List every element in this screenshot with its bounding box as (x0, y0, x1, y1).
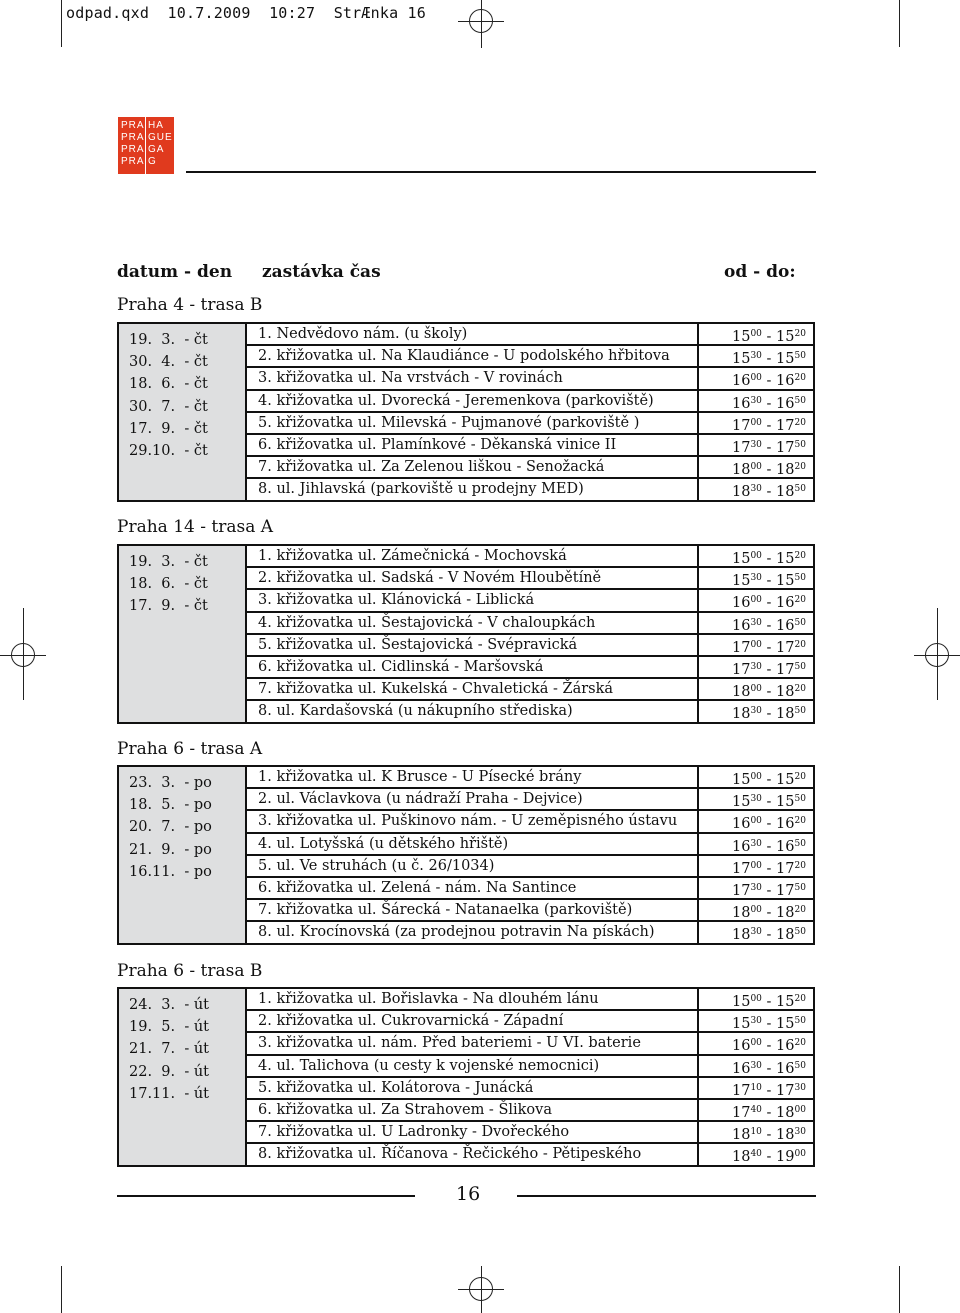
time-hours: 18 (776, 484, 795, 500)
date-item: 30. 7. - čt (129, 398, 208, 415)
stop-cell: 3. křižovatka ul. nám. Před bateriemi - U VI. baterie (247, 1033, 699, 1056)
time-hours: 16 (732, 816, 751, 832)
time-cell: $15^{00} - 15^{20}$ (699, 324, 815, 346)
time-hours: 18 (776, 706, 795, 722)
time-minutes: 50 (794, 351, 806, 361)
time-minutes: 00 (794, 1149, 806, 1159)
section-title: Praha 4 - trasa B (117, 295, 263, 315)
time-minutes: 50 (794, 883, 806, 893)
stop-cell: 1. křižovatka ul. K Brusce - U Písecké brány (247, 767, 699, 789)
time-minutes: 30 (750, 927, 762, 937)
time-hours: 15 (732, 994, 751, 1010)
time-cell: $16^{00} - 16^{20}$ (699, 368, 815, 391)
time-minutes: 20 (794, 418, 806, 428)
time-minutes: 00 (750, 861, 762, 871)
time-minutes: 20 (794, 551, 806, 561)
time-hours: 18 (732, 462, 751, 478)
time-cell: $15^{30} - 15^{50}$ (699, 789, 815, 811)
time-cell: $17^{00} - 17^{20}$ (699, 635, 815, 657)
time-hours: 16 (732, 618, 751, 634)
time-cell: $18^{30} - 18^{50}$ (699, 479, 815, 502)
date-item: 22. 9. - út (129, 1063, 210, 1080)
date-item: 18. 5. - po (129, 797, 212, 814)
time-cell: $17^{00} - 17^{20}$ (699, 856, 815, 878)
stop-cell: 3. křižovatka ul. Na vrstvách - V rovinách (247, 368, 699, 391)
time-hours: 15 (732, 551, 751, 567)
time-hours: 15 (732, 329, 751, 345)
time-minutes: 30 (750, 396, 762, 406)
time-minutes: 30 (750, 1061, 762, 1071)
date-item: 18. 6. - čt (129, 376, 208, 393)
time-cell: $15^{30} - 15^{50}$ (699, 1011, 815, 1033)
page-number: 16 (456, 1183, 481, 1205)
stop-cell: 6. křižovatka ul. Cidlinská - Maršovská (247, 657, 699, 679)
stop-cell: 3. křižovatka ul. Klánovická - Liblická (247, 590, 699, 613)
time-minutes: 00 (750, 418, 762, 428)
time-cell: $18^{00} - 18^{20}$ (699, 679, 815, 701)
time-cell: $16^{00} - 16^{20}$ (699, 811, 815, 834)
time-hours: 17 (732, 861, 751, 877)
stop-cell: 2. ul. Václavkova (u nádraží Praha - Dejvice) (247, 789, 699, 811)
stop-cell: 6. křižovatka ul. Zelená - nám. Na Santince (247, 878, 699, 900)
time-minutes: 20 (794, 373, 806, 383)
time-minutes: 30 (750, 794, 762, 804)
column-heading-date: datum - den (117, 262, 233, 282)
time-minutes: 00 (750, 816, 762, 826)
date-item: 21. 7. - út (129, 1041, 210, 1058)
column-heading-time: od - do: (724, 262, 796, 282)
crop-mark (899, 0, 900, 47)
registration-mark-icon (469, 9, 493, 33)
time-cell: $18^{10} - 18^{30}$ (699, 1122, 815, 1144)
time-hours: 18 (776, 1127, 795, 1143)
stop-cell: 2. křižovatka ul. Na Klaudiánce - U podolského hřbitova (247, 346, 699, 368)
time-hours: 18 (732, 905, 751, 921)
stop-cell: 5. křižovatka ul. Kolátorova - Junácká (247, 1078, 699, 1100)
time-cell: $15^{00} - 15^{20}$ (699, 989, 815, 1011)
time-hours: 17 (776, 883, 795, 899)
time-hours: 16 (776, 396, 795, 412)
time-minutes: 40 (750, 1105, 762, 1115)
date-item: 19. 3. - čt (129, 554, 208, 570)
time-cell: $18^{00} - 18^{20}$ (699, 457, 815, 479)
time-cell: $17^{40} - 18^{00}$ (699, 1100, 815, 1122)
time-minutes: 00 (750, 772, 762, 782)
stop-cell: 1. křižovatka ul. Bořislavka - Na dlouhém lánu (247, 989, 699, 1011)
section-title: Praha 6 - trasa B (117, 961, 263, 981)
crop-mark (61, 0, 62, 47)
registration-mark-icon (925, 643, 949, 667)
time-minutes: 30 (750, 573, 762, 583)
time-cell: $17^{30} - 17^{50}$ (699, 878, 815, 900)
time-cell: $18^{00} - 18^{20}$ (699, 900, 815, 922)
stop-cell: 3. křižovatka ul. Puškinovo nám. - U zeměpisného ústavu (247, 811, 699, 834)
time-minutes: 30 (750, 662, 762, 672)
time-minutes: 30 (750, 706, 762, 716)
date-column (117, 544, 247, 724)
stop-cell: 5. křižovatka ul. Milevská - Pujmanové (parkoviště ) (247, 413, 699, 435)
stop-cell: 2. křižovatka ul. Cukrovarnická - Západní (247, 1011, 699, 1033)
time-cell: $17^{00} - 17^{20}$ (699, 413, 815, 435)
time-hours: 15 (776, 994, 795, 1010)
time-minutes: 30 (750, 440, 762, 450)
stop-cell: 1. křižovatka ul. Zámečnická - Mochovská (247, 546, 699, 568)
time-cell: $15^{00} - 15^{20}$ (699, 546, 815, 568)
time-minutes: 40 (750, 1149, 762, 1159)
time-minutes: 30 (750, 618, 762, 628)
stop-cell: 8. ul. Jihlavská (parkoviště u prodejny MED) (247, 479, 699, 502)
time-minutes: 30 (750, 351, 762, 361)
date-item: 29.10. - čt (129, 443, 208, 459)
date-item: 21. 9. - po (129, 841, 212, 858)
time-minutes: 30 (750, 484, 762, 494)
time-hours: 15 (732, 573, 751, 589)
time-hours: 18 (732, 1149, 751, 1165)
time-hours: 17 (776, 1083, 795, 1099)
time-minutes: 30 (794, 1127, 806, 1137)
time-cell: $16^{30} - 16^{50}$ (699, 1056, 815, 1078)
footer-rule (117, 1195, 415, 1197)
print-header: odpad.qxd 10.7.2009 10:27 StrÆnka 16 (66, 4, 426, 22)
time-hours: 18 (776, 927, 795, 943)
time-minutes: 30 (750, 839, 762, 849)
time-hours: 16 (776, 1038, 795, 1054)
time-minutes: 20 (794, 994, 806, 1004)
time-cell: $16^{00} - 16^{20}$ (699, 1033, 815, 1056)
time-minutes: 50 (794, 794, 806, 804)
date-item: 30. 4. - čt (129, 354, 208, 371)
date-item: 17. 9. - čt (129, 598, 208, 615)
time-hours: 17 (732, 418, 751, 434)
stop-cell: 4. křižovatka ul. Šestajovická - V chaloupkách (247, 613, 699, 635)
date-item: 17. 9. - čt (129, 420, 208, 437)
time-minutes: 30 (794, 1083, 806, 1093)
time-cell: $15^{00} - 15^{20}$ (699, 767, 815, 789)
time-minutes: 00 (750, 1038, 762, 1048)
time-hours: 17 (776, 640, 795, 656)
date-column (117, 765, 247, 945)
time-hours: 17 (732, 640, 751, 656)
time-cell: $16^{30} - 16^{50}$ (699, 834, 815, 856)
time-hours: 17 (732, 662, 751, 678)
time-cell: $17^{30} - 17^{50}$ (699, 657, 815, 679)
time-minutes: 50 (794, 618, 806, 628)
time-cell: $17^{10} - 17^{30}$ (699, 1078, 815, 1100)
date-item: 18. 6. - čt (129, 576, 208, 593)
time-minutes: 00 (750, 373, 762, 383)
time-hours: 15 (776, 551, 795, 567)
time-hours: 17 (776, 861, 795, 877)
time-hours: 15 (776, 573, 795, 589)
time-cell: $16^{00} - 16^{20}$ (699, 590, 815, 613)
time-minutes: 20 (794, 640, 806, 650)
stop-cell: 5. ul. Ve struhách (u č. 26/1034) (247, 856, 699, 878)
date-item: 19. 3. - čt (129, 332, 208, 348)
time-hours: 15 (732, 351, 751, 367)
header-rule (186, 171, 816, 173)
footer-rule (517, 1195, 816, 1197)
time-hours: 17 (732, 1105, 751, 1121)
time-hours: 18 (732, 706, 751, 722)
logo-text: PRA (121, 120, 145, 131)
crop-mark (899, 1266, 900, 1313)
time-cell: $17^{30} - 17^{50}$ (699, 435, 815, 457)
time-minutes: 00 (750, 684, 762, 694)
time-minutes: 50 (794, 662, 806, 672)
logo-text: PRA (121, 144, 145, 155)
time-hours: 18 (776, 684, 795, 700)
time-cell: $16^{30} - 16^{50}$ (699, 613, 815, 635)
time-minutes: 50 (794, 440, 806, 450)
time-minutes: 50 (794, 839, 806, 849)
date-item: 24. 3. - út (129, 997, 210, 1013)
time-hours: 15 (732, 1016, 751, 1032)
time-minutes: 00 (750, 462, 762, 472)
stop-cell: 8. ul. Kardašovská (u nákupního střediska) (247, 701, 699, 724)
time-hours: 15 (776, 1016, 795, 1032)
time-minutes: 20 (794, 329, 806, 339)
time-hours: 16 (776, 816, 795, 832)
time-minutes: 10 (750, 1127, 762, 1137)
schedule-table (117, 765, 815, 945)
time-hours: 19 (776, 1149, 795, 1165)
time-minutes: 00 (794, 1105, 806, 1115)
stop-cell: 1. Nedvědovo nám. (u školy) (247, 324, 699, 346)
time-cell: $18^{30} - 18^{50}$ (699, 701, 815, 724)
time-minutes: 50 (794, 706, 806, 716)
date-item: 17.11. - út (129, 1085, 210, 1102)
time-minutes: 20 (794, 772, 806, 782)
time-hours: 16 (732, 1061, 751, 1077)
time-minutes: 20 (794, 861, 806, 871)
time-hours: 18 (776, 905, 795, 921)
stop-cell: 7. křižovatka ul. Za Zelenou liškou - Senožacká (247, 457, 699, 479)
time-minutes: 00 (750, 551, 762, 561)
time-hours: 17 (776, 440, 795, 456)
logo-text: HA (148, 120, 164, 131)
schedule-table (117, 987, 815, 1167)
section-title: Praha 6 - trasa A (117, 739, 263, 759)
time-minutes: 30 (750, 883, 762, 893)
stop-cell: 2. křižovatka ul. Sadská - V Novém Hloubětíně (247, 568, 699, 590)
time-hours: 18 (732, 484, 751, 500)
time-minutes: 00 (750, 994, 762, 1004)
time-cell: $15^{30} - 15^{50}$ (699, 346, 815, 368)
time-hours: 17 (732, 1083, 751, 1099)
logo-text: PRA (121, 132, 145, 143)
time-minutes: 50 (794, 396, 806, 406)
time-hours: 15 (732, 794, 751, 810)
date-item: 20. 7. - po (129, 819, 212, 836)
time-minutes: 10 (750, 1083, 762, 1093)
time-hours: 15 (776, 794, 795, 810)
time-hours: 15 (776, 329, 795, 345)
time-minutes: 00 (750, 640, 762, 650)
time-hours: 15 (776, 772, 795, 788)
time-hours: 18 (776, 1105, 795, 1121)
section-title: Praha 14 - trasa A (117, 517, 274, 537)
time-minutes: 00 (750, 329, 762, 339)
time-minutes: 20 (794, 1038, 806, 1048)
time-hours: 17 (776, 418, 795, 434)
time-hours: 18 (732, 684, 751, 700)
time-minutes: 50 (794, 573, 806, 583)
stop-cell: 7. křižovatka ul. Šárecká - Natanaelka (parkoviště) (247, 900, 699, 922)
time-cell: $18^{40} - 19^{00}$ (699, 1144, 815, 1167)
stop-cell: 7. křižovatka ul. U Ladronky - Dvořeckého (247, 1122, 699, 1144)
time-hours: 16 (732, 373, 751, 389)
time-cell: $15^{30} - 15^{50}$ (699, 568, 815, 590)
date-item: 23. 3. - po (129, 775, 212, 791)
schedule-table (117, 322, 815, 502)
time-hours: 18 (732, 927, 751, 943)
stop-cell: 6. křižovatka ul. Plamínkové - Děkanská vinice II (247, 435, 699, 457)
time-hours: 17 (776, 662, 795, 678)
column-heading-stop: zastávka čas (262, 262, 381, 282)
time-cell: $18^{30} - 18^{50}$ (699, 922, 815, 945)
time-hours: 16 (776, 373, 795, 389)
time-hours: 16 (776, 595, 795, 611)
registration-mark-icon (469, 1277, 493, 1301)
time-hours: 15 (776, 351, 795, 367)
date-column (117, 322, 247, 502)
stop-cell: 6. křižovatka ul. Za Strahovem - Šlikova (247, 1100, 699, 1122)
time-minutes: 20 (794, 595, 806, 605)
time-minutes: 50 (794, 1061, 806, 1071)
logo-text: G (148, 156, 157, 167)
time-minutes: 50 (794, 484, 806, 494)
time-hours: 15 (732, 772, 751, 788)
time-hours: 17 (732, 883, 751, 899)
stop-cell: 7. křižovatka ul. Kukelská - Chvaletická - Žárská (247, 679, 699, 701)
stop-cell: 5. křižovatka ul. Šestajovická - Svépravická (247, 635, 699, 657)
stop-cell: 4. ul. Lotyšská (u dětského hřiště) (247, 834, 699, 856)
time-hours: 16 (732, 1038, 751, 1054)
time-hours: 18 (732, 1127, 751, 1143)
time-minutes: 00 (750, 905, 762, 915)
date-item: 19. 5. - út (129, 1019, 210, 1036)
schedule-table (117, 544, 815, 724)
time-minutes: 20 (794, 684, 806, 694)
time-minutes: 30 (750, 1016, 762, 1026)
time-hours: 16 (732, 396, 751, 412)
time-minutes: 20 (794, 816, 806, 826)
logo-text: GA (148, 144, 165, 155)
crop-mark (61, 1266, 62, 1313)
stop-cell: 8. ul. Krocínovská (za prodejnou potravin Na pískách) (247, 922, 699, 945)
stop-cell: 4. křižovatka ul. Dvorecká - Jeremenkova (parkoviště) (247, 391, 699, 413)
time-hours: 16 (776, 618, 795, 634)
stop-cell: 8. křižovatka ul. Říčanova - Řečického - Pětipeského (247, 1144, 699, 1167)
time-minutes: 20 (794, 905, 806, 915)
praha-logo (118, 117, 174, 174)
stop-cell: 4. ul. Talichova (u cesty k vojenské nemocnici) (247, 1056, 699, 1078)
time-cell: $16^{30} - 16^{50}$ (699, 391, 815, 413)
registration-mark-icon (11, 643, 35, 667)
time-minutes: 00 (750, 595, 762, 605)
logo-text: PRA (121, 156, 145, 167)
time-minutes: 50 (794, 927, 806, 937)
time-minutes: 50 (794, 1016, 806, 1026)
date-column (117, 987, 247, 1167)
time-hours: 16 (776, 839, 795, 855)
time-hours: 16 (732, 595, 751, 611)
time-minutes: 20 (794, 462, 806, 472)
time-hours: 16 (776, 1061, 795, 1077)
time-hours: 18 (776, 462, 795, 478)
time-hours: 17 (732, 440, 751, 456)
time-hours: 16 (732, 839, 751, 855)
date-item: 16.11. - po (129, 863, 212, 880)
logo-text: GUE (148, 132, 173, 143)
